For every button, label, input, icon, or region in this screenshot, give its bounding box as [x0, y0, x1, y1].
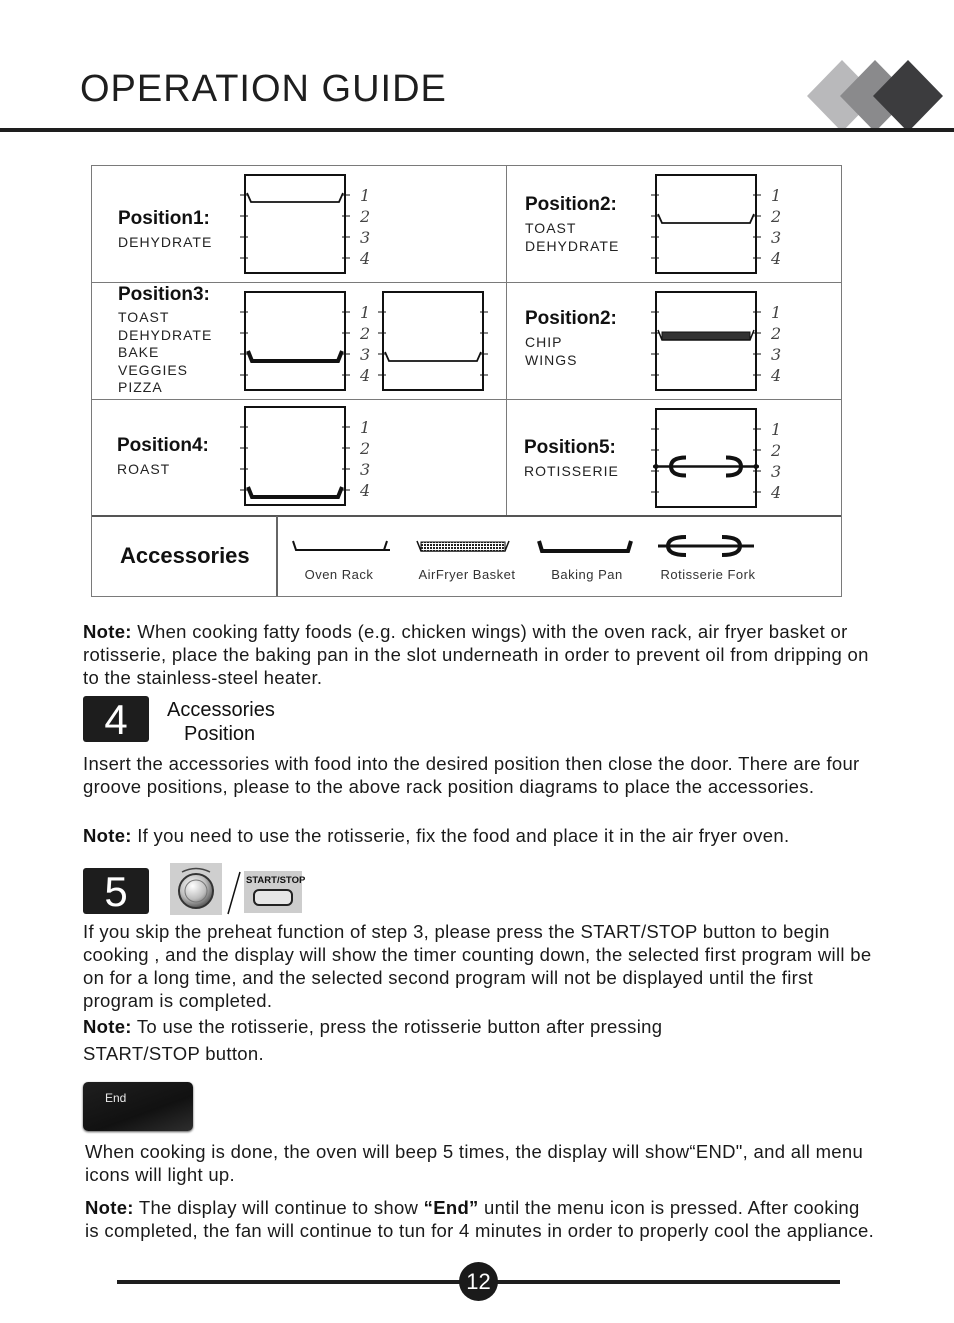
oven-diagram-pos2 [647, 170, 787, 278]
slot-number-3: 3 [771, 228, 782, 247]
step-4-badge: 4 [83, 696, 149, 742]
baking-pan-in-oven [248, 351, 342, 361]
note-text: To use the rotisserie, press the rotisserie button after pressing START/STOP button. [83, 1016, 663, 1064]
oven-rack-icon [290, 538, 392, 556]
step-5-note [83, 1013, 783, 1067]
start-stop-panel [244, 871, 306, 913]
slot-number-3: 3 [360, 460, 371, 479]
step-4-heading-line2: Position [184, 723, 256, 745]
note-text-post: until the menu icon is pressed. After cooking is completed, the fan will continue to tun for 4 minutes in order to properly cool the appliance. [85, 1197, 875, 1241]
start-stop-button-label: START/STOP [246, 875, 306, 886]
slot-number-4: 4 [771, 249, 782, 268]
oven-diagram-pos3-rack [374, 287, 490, 395]
slot-number-4: 4 [771, 366, 782, 385]
header-diamonds-decoration [805, 60, 950, 132]
oven-rack-in-oven [658, 214, 754, 223]
cooking-done-text: When cooking is done, the oven will beep 5 times, the display will show“END", and all menu icons will light up. [85, 1141, 864, 1185]
note-text: If you need to use the rotisserie, fix the food and place it in the air fryer oven. [131, 825, 790, 846]
oven-rack-label: Oven Rack [304, 567, 374, 582]
control-knob-icon [170, 863, 222, 915]
baking-pan-in-oven [248, 487, 342, 497]
separator-slash [224, 870, 244, 916]
airfryer-basket-icon [415, 538, 513, 556]
fatty-foods-note [83, 620, 883, 689]
slot-number-2: 2 [360, 439, 371, 458]
oven-rack-in-oven [385, 352, 481, 361]
slot-number-2: 2 [360, 324, 371, 343]
position-4-functions: ROAST [117, 461, 171, 477]
position-2-functions: TOAST DEHYDRATE [525, 220, 620, 254]
oven-diagram-pos3-pan [236, 287, 376, 395]
step-4-note [83, 824, 883, 847]
slot-number-1: 1 [360, 303, 371, 322]
slot-number-1: 1 [771, 186, 782, 205]
display-panel [83, 1082, 193, 1131]
control-knob-panel [170, 863, 222, 915]
position-2b-functions: CHIP WINGS [525, 334, 578, 368]
rotisserie-fork-icon [656, 532, 756, 560]
position-2b-title: Position2: [525, 308, 617, 329]
note-text-bold: “End” [423, 1197, 479, 1218]
slot-number-2: 2 [771, 441, 782, 460]
position-1-title: Position1: [118, 208, 210, 229]
note-label: Note: [83, 825, 132, 846]
oven-diagram-pos5-fork [647, 404, 787, 512]
note-text-pre: The display will continue to show [133, 1197, 424, 1218]
page-title: OPERATION GUIDE [80, 68, 447, 110]
slot-number-1: 1 [771, 420, 782, 439]
page-number: 12 [459, 1262, 498, 1301]
step-4-heading-line1: Accessories [167, 699, 275, 721]
slot-number-3: 3 [771, 345, 782, 364]
step-5-badge: 5 [83, 868, 149, 914]
display-end-text: End [105, 1091, 127, 1105]
display-note [85, 1196, 875, 1242]
position-5-functions: ROTISSERIE [524, 463, 619, 479]
slot-number-1: 1 [360, 186, 371, 205]
note-label: Note: [83, 621, 132, 642]
note-text: When cooking fatty foods (e.g. chicken wings) with the oven rack, air fryer basket or rotisserie, place the baking pan in the slot underneath in order to prevent oil from dripping on to the stainless-steel heater. [83, 621, 869, 688]
step-4-body: Insert the accessories with food into the desired position then close the door. There are four groove positions, please to the above rack position diagrams to place the accessories. [83, 753, 860, 797]
start-stop-button-icon [253, 889, 293, 906]
note-label: Note: [83, 1016, 132, 1037]
slot-number-1: 1 [771, 303, 782, 322]
accessories-heading: Accessories [120, 543, 250, 568]
slot-number-2: 2 [771, 324, 782, 343]
oven-rack-in-oven [247, 193, 343, 202]
baking-pan-icon [536, 538, 636, 556]
position-5-title: Position5: [524, 437, 616, 458]
step-5-body: If you skip the preheat function of step 3, please press the START/STOP button to begin cooking , and the display will show the timer counting down, the selected first program will be on for a long time, and the selected second program will not be displayed until the first program is completed. [83, 921, 872, 1011]
oven-diagram-pos2-basket [647, 287, 787, 395]
position-3-title: Position3: [118, 284, 210, 305]
note-label: Note: [85, 1197, 134, 1218]
rotisserie-fork-label: Rotisserie Fork [660, 567, 756, 582]
oven-diagram-pos4-pan [236, 402, 376, 510]
slot-number-3: 3 [360, 228, 371, 247]
position-3-functions: TOAST DEHYDRATE BAKE VEGGIES PIZZA [118, 309, 213, 395]
position-2-title: Position2: [525, 194, 617, 215]
slot-number-1: 1 [360, 418, 371, 437]
slot-number-2: 2 [360, 207, 371, 226]
slot-number-4: 4 [360, 481, 371, 500]
oven-diagram-pos1 [236, 170, 376, 278]
slot-number-2: 2 [771, 207, 782, 226]
airfryer-basket-in-oven [662, 332, 750, 340]
slot-number-4: 4 [360, 249, 371, 268]
slot-number-4: 4 [771, 483, 782, 502]
slot-number-3: 3 [360, 345, 371, 364]
position-4-title: Position4: [117, 435, 209, 456]
slot-number-4: 4 [360, 366, 371, 385]
slot-number-3: 3 [771, 462, 782, 481]
header-rule [0, 128, 954, 132]
airfryer-basket-label: AirFryer Basket [418, 567, 516, 582]
baking-pan-label: Baking Pan [551, 567, 623, 582]
position-1-functions: DEHYDRATE [118, 234, 213, 250]
